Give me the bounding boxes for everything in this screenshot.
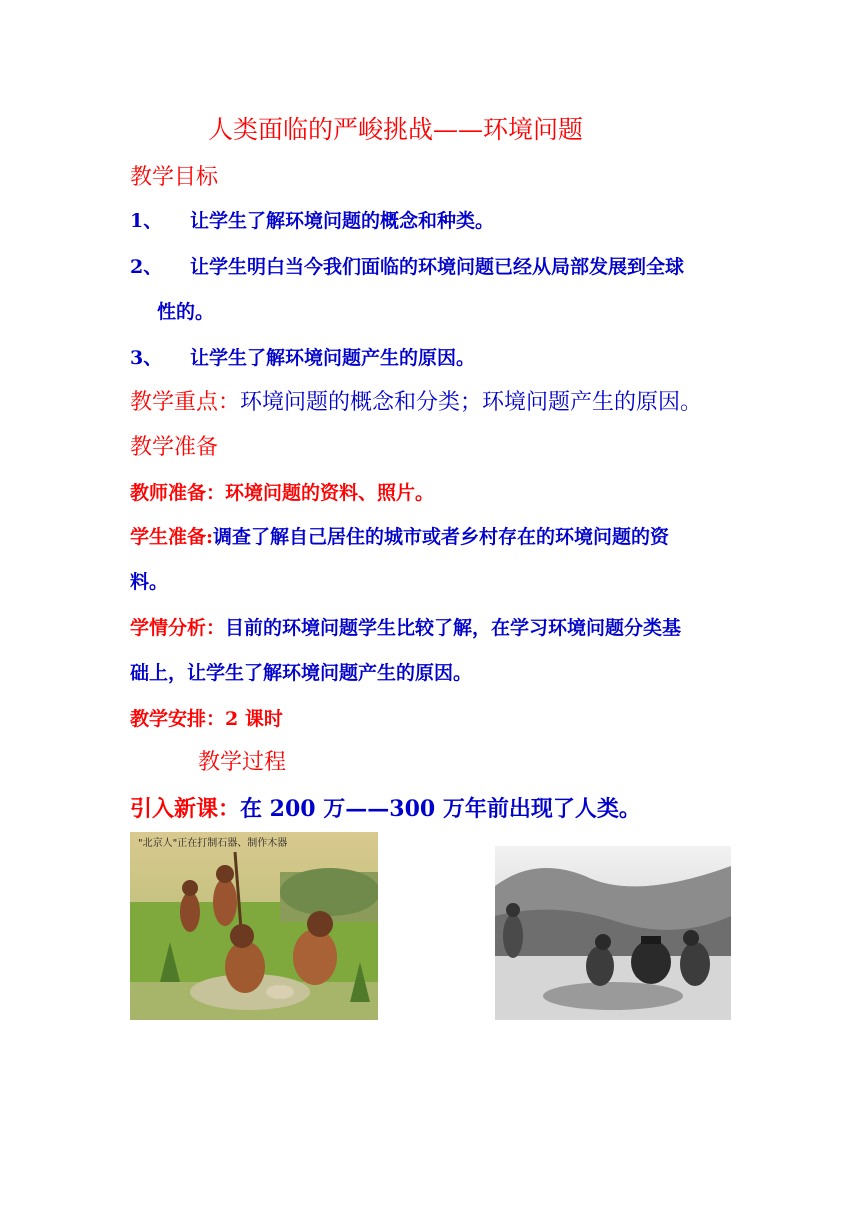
goal-number: 3、 (130, 347, 163, 369)
teacher-prep (130, 478, 434, 505)
illustration-caption: "北京人"正在打制石器、制作木器 (138, 838, 288, 849)
peking-man-illustration (130, 832, 378, 1020)
teacher-prep-label: 教师准备： (130, 482, 226, 504)
key-points-text: 环境问题的概念和分类；环境问题产生的原因。 (240, 390, 703, 415)
student-prep-label: 学生准备: (130, 526, 214, 548)
goal-text: 让学生了解环境问题的概念和种类。 (190, 210, 495, 232)
key-points (130, 385, 702, 416)
goal-text: 让学生明白当今我们面临的环境问题已经从局部发展到全球 (190, 256, 685, 278)
analysis-text: 目前的环境问题学生比较了解，在学习环境问题分类基 (225, 617, 682, 639)
prep-heading: 教学准备 (130, 435, 219, 460)
early-humans-photo (495, 846, 731, 1020)
goal-item-2-continued: 性的。 (157, 301, 215, 323)
analysis-continued: 础上，让学生了解环境问题产生的原因。 (130, 662, 473, 684)
analysis-label: 学情分析： (130, 617, 226, 639)
document-title: 人类面临的严峻挑战——环境问题 (208, 115, 584, 144)
schedule-label: 教学安排： (130, 708, 226, 730)
goal-text: 让学生了解环境问题产生的原因。 (190, 347, 476, 369)
goal-number: 1、 (130, 210, 163, 232)
goals-heading: 教学目标 (130, 165, 219, 190)
intro (130, 792, 641, 823)
schedule-text: 2 课时 (225, 708, 283, 730)
key-points-label: 教学重点： (130, 390, 241, 415)
goal-item-2 (130, 252, 684, 279)
goal-item-3 (130, 343, 475, 370)
analysis (130, 613, 681, 640)
student-prep (130, 522, 669, 549)
schedule (130, 704, 283, 731)
process-heading: 教学过程 (198, 750, 287, 775)
intro-label: 引入新课： (130, 796, 241, 822)
student-prep-continued: 料。 (130, 571, 169, 593)
goal-number: 2、 (130, 256, 163, 278)
student-prep-text: 调查了解自己居住的城市或者乡村存在的环境问题的资 (213, 526, 670, 548)
goal-item-1 (130, 206, 494, 233)
intro-text: 在 200 万——300 万年前出现了人类。 (240, 796, 641, 822)
teacher-prep-text: 环境问题的资料、照片。 (225, 482, 435, 504)
